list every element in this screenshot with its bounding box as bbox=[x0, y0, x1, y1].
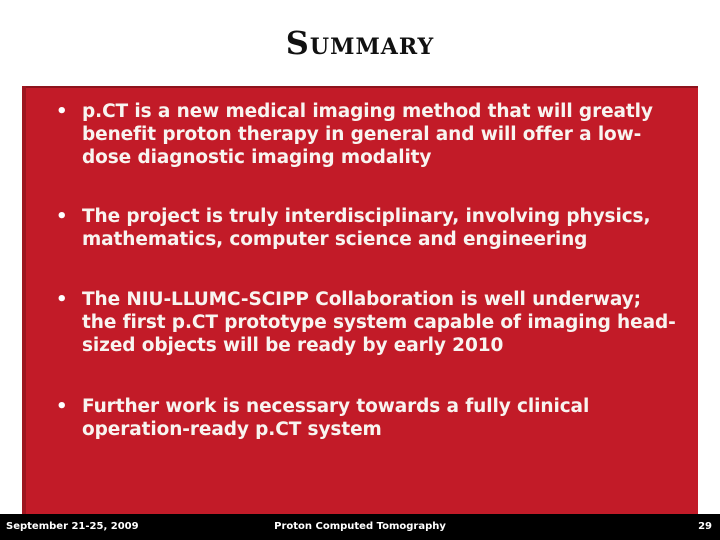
bullet-icon: • bbox=[56, 206, 68, 227]
bullet-icon: • bbox=[56, 396, 68, 417]
slide-title: Summary bbox=[285, 24, 435, 62]
bullet-item bbox=[56, 100, 681, 169]
slide-footer bbox=[0, 514, 720, 540]
content-panel bbox=[22, 86, 698, 514]
footer-title: Proton Computed Tomography bbox=[274, 521, 446, 532]
bullet-text: p.CT is a new medical imaging method that will greatly benefit proton therapy in general and will offer a low-dose diagnostic imaging modality bbox=[82, 101, 653, 168]
bullet-text: The NIU-LLUMC-SCIPP Collaboration is well underway; the first p.CT prototype system capable of imaging head-sized objects will be ready by early 2010 bbox=[82, 289, 676, 356]
page-number: 29 bbox=[698, 521, 712, 532]
bullet-item bbox=[56, 205, 681, 251]
bullet-icon: • bbox=[56, 289, 68, 310]
bullet-text: Further work is necessary towards a fully clinical operation-ready p.CT system bbox=[82, 396, 590, 440]
bullet-list bbox=[56, 100, 681, 441]
content-top-rule bbox=[26, 86, 698, 88]
bullet-item bbox=[56, 395, 681, 441]
footer-date: September 21-25, 2009 bbox=[6, 521, 139, 532]
bullet-item bbox=[56, 288, 681, 357]
bullet-text: The project is truly interdisciplinary, involving physics, mathematics, computer science and engineering bbox=[82, 206, 651, 250]
bullet-icon: • bbox=[56, 101, 68, 122]
